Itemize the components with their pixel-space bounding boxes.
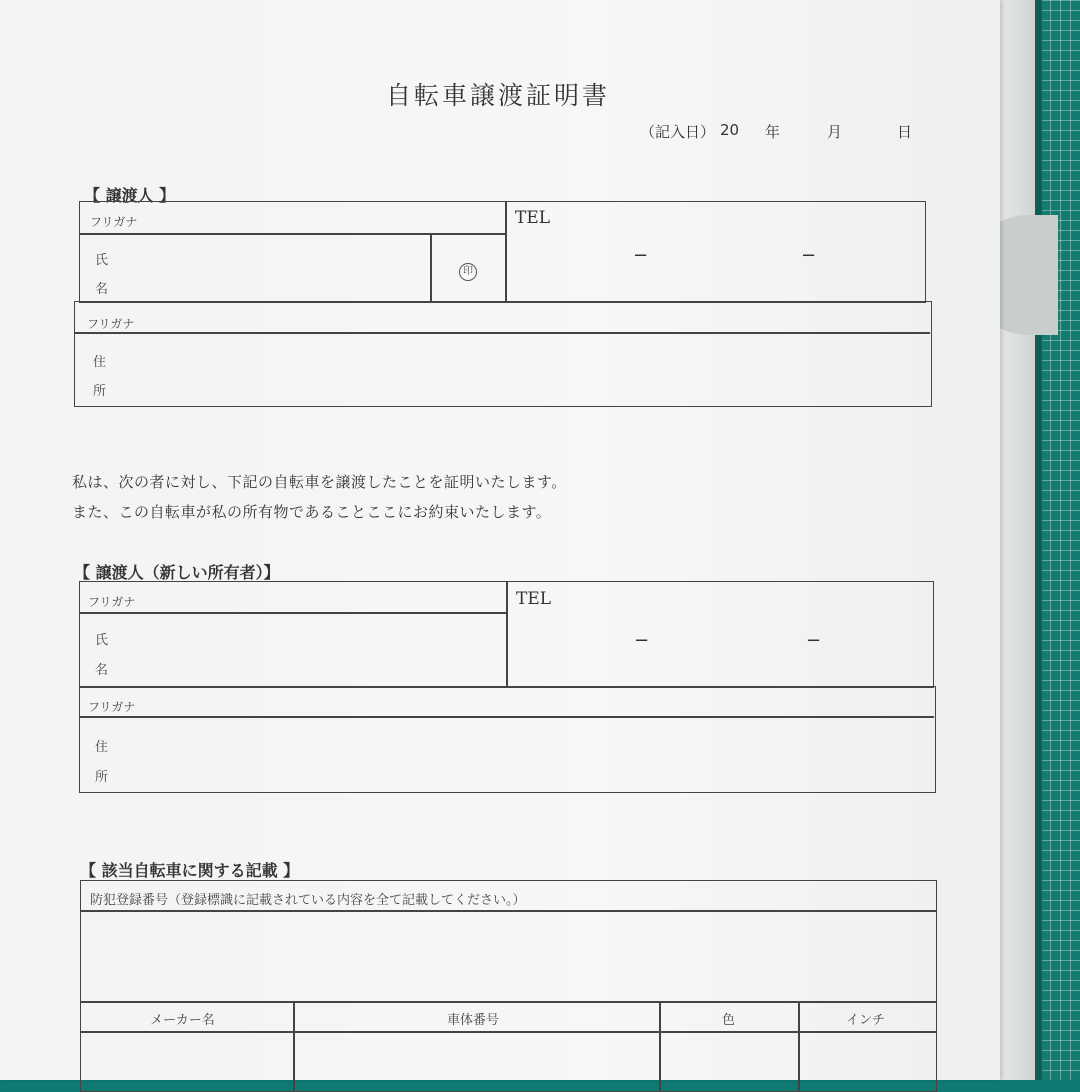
transferee-tel-dash-2: − [806, 630, 822, 651]
date-year: 年 [765, 123, 781, 141]
transferor-name-input[interactable] [130, 244, 424, 294]
column-maker: メーカー名 [150, 1013, 215, 1028]
date-day: 日 [897, 123, 913, 141]
inch-input[interactable] [803, 1036, 935, 1078]
transferor-tel-dash-2: − [801, 245, 817, 266]
transferor-address-input[interactable] [130, 345, 914, 397]
column-inch: インチ [846, 1013, 886, 1028]
divider [80, 1001, 936, 1003]
statement-line-1: 私は、次の者に対し、下記の自転車を譲渡したことを証明いたします。 [72, 473, 567, 491]
transferee-furigana-label: フリガナ [88, 595, 136, 609]
date-prefix: （記入日） [640, 123, 716, 141]
transferor-tel-label: TEL [515, 208, 551, 228]
transferor-furigana2-label: フリガナ [87, 317, 135, 331]
transferor-tel-dash-1: − [633, 245, 649, 266]
divider [506, 581, 508, 686]
transferee-tel-label: TEL [516, 589, 552, 609]
transferor-heading: 【 譲渡人 】 [84, 186, 176, 205]
transferor-name-label-1: 氏 [95, 253, 109, 268]
transferee-address-label-2: 所 [95, 770, 109, 785]
frame-number-input[interactable] [298, 1036, 658, 1078]
transferee-furigana2-label: フリガナ [88, 700, 136, 714]
seal-icon: 印 [459, 263, 477, 281]
transferee-address-input[interactable] [130, 730, 924, 784]
bicycle-heading: 【 該当自転車に関する記載 】 [80, 861, 300, 880]
registration-number-input[interactable] [90, 918, 924, 996]
divider [80, 1031, 936, 1033]
maker-input[interactable] [84, 1036, 293, 1078]
transferor-name-label-2: 名 [95, 282, 109, 297]
divider [79, 716, 934, 718]
statement-line-2: また、この自転車が私の所有物であることここにお約束いたします。 [72, 503, 552, 521]
transferee-name-label-2: 名 [95, 663, 109, 678]
transferee-name-input[interactable] [130, 623, 494, 677]
transferor-address-label-2: 所 [93, 384, 107, 399]
transferee-name-label-1: 氏 [95, 633, 109, 648]
divider [659, 1001, 661, 1091]
color-input[interactable] [664, 1036, 798, 1078]
date-month: 月 [827, 123, 843, 141]
divider [79, 612, 506, 614]
transferor-address-label-1: 住 [93, 355, 107, 370]
registration-label: 防犯登録番号（登録標識に記載されている内容を全て記載してください。） [90, 893, 526, 908]
divider [80, 910, 936, 912]
transferee-heading: 【 譲渡人（新しい所有者）】 [74, 563, 280, 582]
divider [505, 201, 507, 301]
divider [74, 332, 930, 334]
divider [293, 1001, 295, 1091]
column-color: 色 [722, 1013, 736, 1028]
date-year-prefix: 20 [720, 121, 740, 139]
divider [430, 233, 432, 301]
transferor-furigana-label: フリガナ [90, 215, 138, 229]
transferee-address-label-1: 住 [95, 740, 109, 755]
divider [79, 233, 505, 235]
column-frame-number: 車体番号 [447, 1013, 500, 1028]
transferee-tel-dash-1: − [634, 630, 650, 651]
document-title: 自転車譲渡証明書 [386, 81, 611, 110]
divider [798, 1001, 800, 1091]
